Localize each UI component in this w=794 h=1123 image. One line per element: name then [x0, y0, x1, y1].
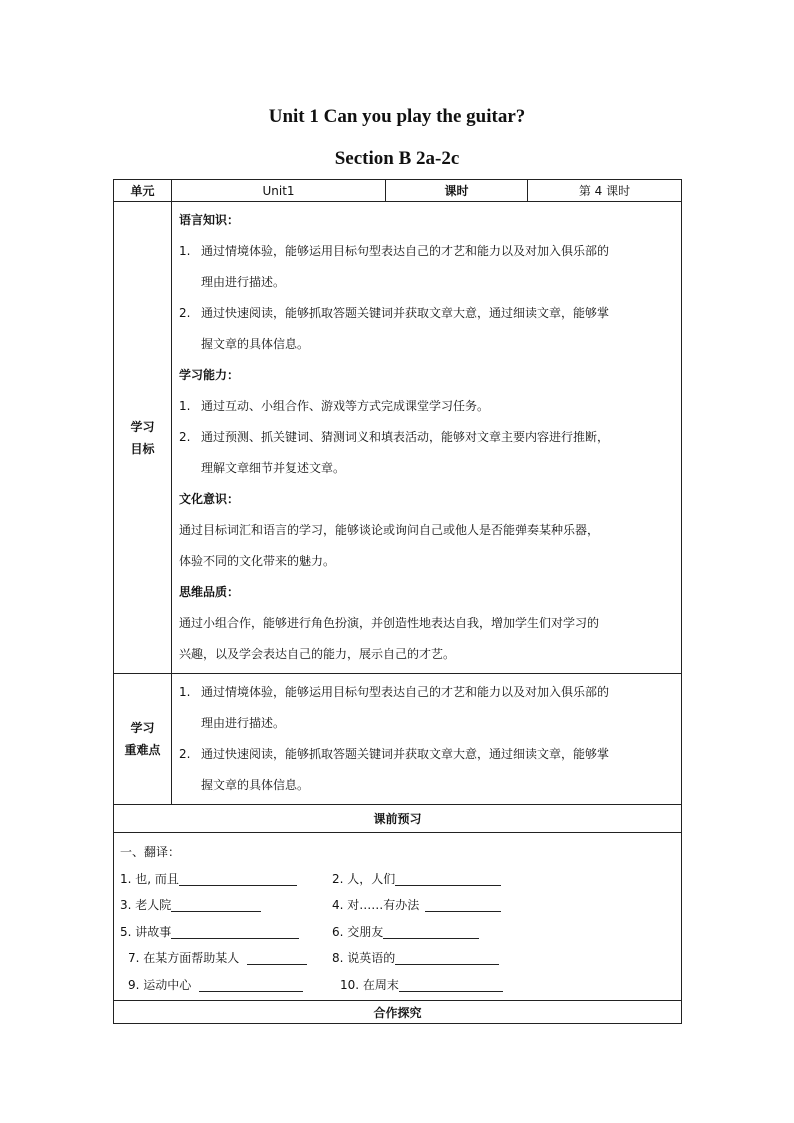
keypoints-content — [172, 674, 682, 805]
item-10-text: 10. 在周末 — [340, 977, 399, 992]
objectives-label-line2: 目标 — [130, 441, 155, 456]
keypoints-label-line2: 重难点 — [124, 743, 161, 757]
lesson-plan-table — [113, 179, 682, 1024]
objectives-content — [172, 202, 682, 674]
preview-section-title: 课前预习 — [114, 805, 682, 833]
unit-value: Unit1 — [172, 180, 386, 202]
translation-item-9 — [128, 972, 303, 999]
unit-label: 单元 — [114, 180, 172, 202]
translation-row-2 — [120, 892, 675, 919]
translation-item-10 — [340, 972, 503, 999]
item-1-text: 1. 也, 而且 — [120, 871, 179, 886]
preview-title-row — [114, 805, 682, 833]
period-label: 课时 — [386, 180, 528, 202]
item-7-blank[interactable] — [247, 948, 307, 965]
translation-item-5 — [120, 919, 299, 946]
page-title: Unit 1 Can you play the guitar? — [268, 106, 526, 127]
language-1-number: 1. — [179, 244, 191, 258]
ability-2-number: 2. — [179, 430, 191, 444]
language-2-text-b: 握文章的具体信息。 — [201, 337, 310, 351]
thinking-heading: 思维品质： — [179, 585, 240, 599]
translation-row-3 — [120, 919, 675, 946]
item-2-text: 2. 人，人们 — [332, 871, 396, 886]
item-8-blank[interactable] — [395, 948, 499, 965]
ability-2-text-a: 通过预测、抓关键词、猜测词义和填表活动，能够对文章主要内容进行推断， — [201, 430, 610, 444]
keypoint-1-text-a: 通过情境体验，能够运用目标句型表达自己的才艺和能力以及对加入俱乐部的 — [201, 685, 610, 699]
item-8-text: 8. 说英语的 — [332, 951, 396, 965]
translation-exercise — [114, 833, 682, 1001]
translation-item-8 — [332, 945, 499, 972]
translation-item-3 — [120, 892, 261, 919]
keypoints-label — [114, 674, 172, 805]
header-row — [114, 180, 682, 202]
period-value: 第 4 课时 — [528, 180, 682, 202]
objectives-row — [114, 202, 682, 674]
culture-heading: 文化意识： — [179, 492, 240, 506]
language-1-text-b: 理由进行描述。 — [201, 275, 286, 289]
item-5-blank[interactable] — [171, 922, 299, 939]
thinking-text-a: 通过小组合作，能够进行角色扮演，并创造性地表达自我，增加学生们对学习的 — [179, 616, 600, 630]
item-7-text: 7. 在某方面帮助某人 — [128, 951, 240, 965]
item-4-blank[interactable] — [425, 895, 501, 912]
translation-item-7 — [128, 945, 307, 972]
translate-heading: 一、翻译： — [120, 845, 181, 859]
item-1-blank[interactable] — [179, 869, 297, 886]
language-1-text-a: 通过情境体验，能够运用目标句型表达自己的才艺和能力以及对加入俱乐部的 — [201, 244, 610, 258]
keypoint-2-text-a: 通过快速阅读，能够抓取答题关键词并获取文章大意，通过细读文章，能够掌 — [201, 747, 610, 761]
thinking-text-b: 兴趣，以及学会表达自己的能力，展示自己的才艺。 — [179, 647, 456, 661]
item-9-text: 9. 运动中心 — [128, 977, 192, 992]
culture-text-a: 通过目标词汇和语言的学习，能够谈论或询问自己或他人是否能弹奏某种乐器， — [179, 523, 600, 537]
translation-row-5 — [120, 972, 675, 999]
translation-item-4 — [332, 892, 501, 919]
explore-section-title: 合作探究 — [114, 1001, 682, 1024]
translation-item-2 — [332, 866, 501, 893]
objectives-label — [114, 202, 172, 674]
culture-text-b: 体验不同的文化带来的魅力。 — [179, 554, 336, 568]
item-10-blank[interactable] — [399, 975, 503, 992]
keypoints-row — [114, 674, 682, 805]
item-3-blank[interactable] — [171, 895, 261, 912]
item-5-text: 5. 讲故事 — [120, 924, 172, 939]
item-4-text: 4. 对……有办法 — [332, 898, 420, 912]
ability-1-text: 通过互动、小组合作、游戏等方式完成课堂学习任务。 — [201, 399, 490, 413]
language-heading: 语言知识： — [179, 213, 240, 227]
translation-item-6 — [332, 919, 479, 946]
item-6-text: 6. 交朋友 — [332, 924, 384, 939]
language-2-number: 2. — [179, 306, 191, 320]
ability-heading: 学习能力： — [179, 368, 240, 382]
item-6-blank[interactable] — [383, 922, 479, 939]
keypoint-2-text-b: 握文章的具体信息。 — [201, 778, 310, 792]
translation-row-4 — [120, 945, 675, 972]
ability-1-number: 1. — [179, 399, 191, 413]
translation-row-1 — [120, 866, 675, 893]
keypoints-label-line1: 学习 — [130, 721, 155, 735]
objectives-label-line1: 学习 — [130, 419, 155, 434]
keypoint-1-text-b: 理由进行描述。 — [201, 716, 286, 730]
keypoint-2-number: 2. — [179, 747, 191, 761]
preview-content-row — [114, 833, 682, 1001]
item-2-blank[interactable] — [395, 869, 501, 886]
language-2-text-a: 通过快速阅读，能够抓取答题关键词并获取文章大意，通过细读文章，能够掌 — [201, 306, 610, 320]
explore-title-row — [114, 1001, 682, 1024]
ability-2-text-b: 理解文章细节并复述文章。 — [201, 461, 346, 475]
page-subtitle: Section B 2a-2c — [334, 148, 460, 169]
item-3-text: 3. 老人院 — [120, 898, 172, 912]
keypoint-1-number: 1. — [179, 685, 191, 699]
item-9-blank[interactable] — [199, 975, 303, 992]
translation-item-1 — [120, 866, 297, 893]
